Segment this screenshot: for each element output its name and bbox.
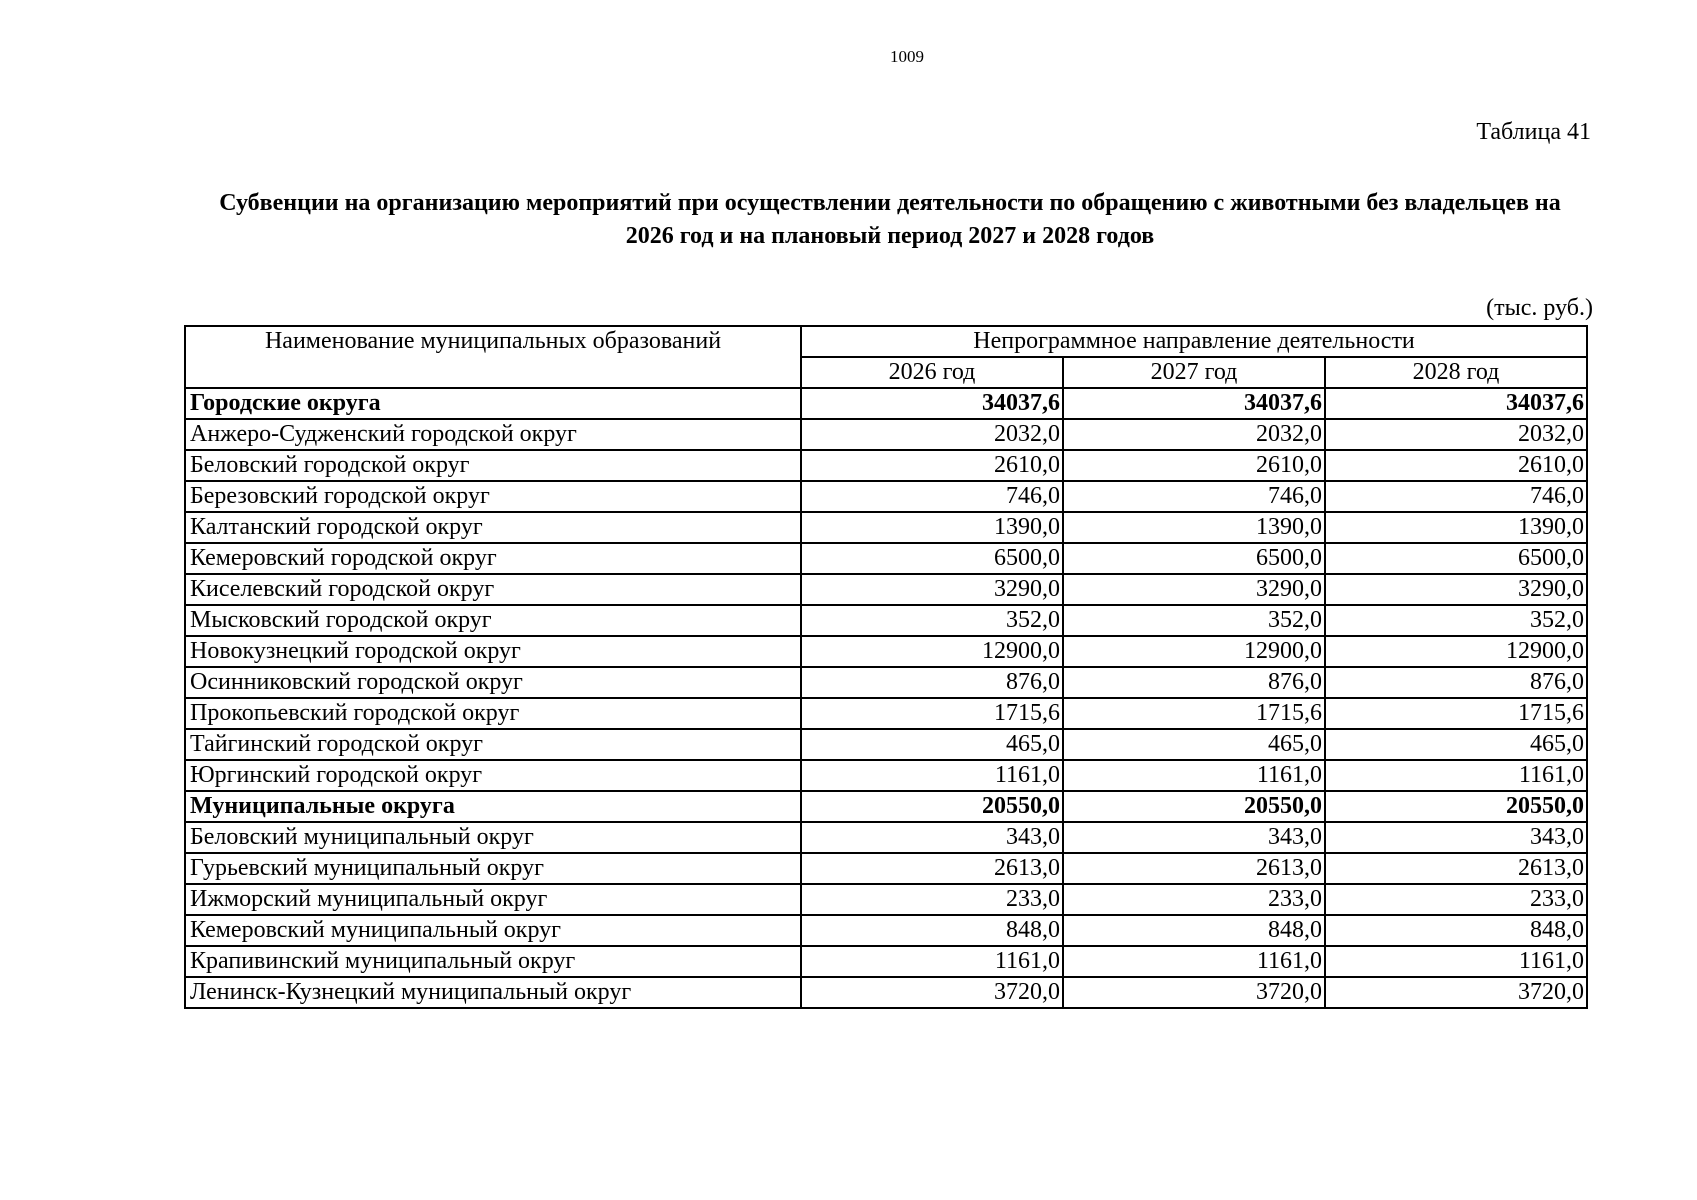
amount-cell: 3720,0 [1063, 977, 1325, 1008]
amount-cell: 12900,0 [801, 636, 1063, 667]
municipality-name: Юргинский городской округ [185, 760, 801, 791]
table-group-row [185, 791, 1587, 822]
amount-cell: 6500,0 [1325, 543, 1587, 574]
amount-cell: 233,0 [1325, 884, 1587, 915]
table-row [185, 760, 1587, 791]
table-row [185, 915, 1587, 946]
table-row [185, 419, 1587, 450]
municipality-name: Анжеро-Судженский городской округ [185, 419, 801, 450]
municipality-name: Калтанский городской округ [185, 512, 801, 543]
amount-cell: 876,0 [1063, 667, 1325, 698]
municipality-name: Кемеровский городской округ [185, 543, 801, 574]
table-row [185, 543, 1587, 574]
amount-cell: 352,0 [801, 605, 1063, 636]
municipality-name: Крапивинский муниципальный округ [185, 946, 801, 977]
table-row [185, 822, 1587, 853]
amount-cell: 1161,0 [801, 946, 1063, 977]
amount-cell: 1390,0 [1325, 512, 1587, 543]
amount-cell: 3290,0 [801, 574, 1063, 605]
amount-cell: 6500,0 [1063, 543, 1325, 574]
table-row [185, 729, 1587, 760]
amount-cell: 746,0 [801, 481, 1063, 512]
amount-cell: 1390,0 [1063, 512, 1325, 543]
amount-cell: 34037,6 [1063, 388, 1325, 419]
table-row [185, 512, 1587, 543]
amount-cell: 233,0 [1063, 884, 1325, 915]
amount-cell: 1161,0 [1063, 946, 1325, 977]
table-row [185, 853, 1587, 884]
municipality-name: Беловский муниципальный округ [185, 822, 801, 853]
amount-cell: 465,0 [1325, 729, 1587, 760]
municipality-name: Кемеровский муниципальный округ [185, 915, 801, 946]
amount-cell: 20550,0 [801, 791, 1063, 822]
amount-cell: 2032,0 [1325, 419, 1587, 450]
municipality-name: Осинниковский городской округ [185, 667, 801, 698]
amount-cell: 6500,0 [801, 543, 1063, 574]
table-row [185, 450, 1587, 481]
amount-cell: 3720,0 [1325, 977, 1587, 1008]
table-label: Таблица 41 [1476, 119, 1591, 145]
col-header-year-2028: 2028 год [1325, 357, 1587, 388]
units-label: (тыс. руб.) [1486, 295, 1593, 321]
municipality-name: Березовский городской округ [185, 481, 801, 512]
table-row [185, 977, 1587, 1008]
amount-cell: 3290,0 [1063, 574, 1325, 605]
amount-cell: 20550,0 [1325, 791, 1587, 822]
municipality-name: Тайгинский городской округ [185, 729, 801, 760]
table-row [185, 946, 1587, 977]
municipality-name: Мысковский городской округ [185, 605, 801, 636]
amount-cell: 2032,0 [1063, 419, 1325, 450]
amount-cell: 2610,0 [1063, 450, 1325, 481]
amount-cell: 876,0 [801, 667, 1063, 698]
table-header [185, 326, 1587, 388]
amount-cell: 2610,0 [801, 450, 1063, 481]
amount-cell: 12900,0 [1063, 636, 1325, 667]
col-header-group: Непрограммное направление деятельности [801, 326, 1587, 357]
amount-cell: 34037,6 [1325, 388, 1587, 419]
amount-cell: 12900,0 [1325, 636, 1587, 667]
amount-cell: 848,0 [1063, 915, 1325, 946]
municipality-name: Гурьевский муниципальный округ [185, 853, 801, 884]
municipality-name: Ижморский муниципальный округ [185, 884, 801, 915]
table-row [185, 574, 1587, 605]
amount-cell: 1715,6 [801, 698, 1063, 729]
table-row [185, 636, 1587, 667]
amount-cell: 465,0 [801, 729, 1063, 760]
amount-cell: 343,0 [1063, 822, 1325, 853]
municipality-name: Киселевский городской округ [185, 574, 801, 605]
amount-cell: 1161,0 [1063, 760, 1325, 791]
amount-cell: 2613,0 [1325, 853, 1587, 884]
amount-cell: 2613,0 [801, 853, 1063, 884]
municipality-name: Ленинск-Кузнецкий муниципальный округ [185, 977, 801, 1008]
amount-cell: 1161,0 [1325, 946, 1587, 977]
amount-cell: 352,0 [1325, 605, 1587, 636]
municipality-name: Прокопьевский городской округ [185, 698, 801, 729]
table-group-row [185, 388, 1587, 419]
municipality-name: Городские округа [185, 388, 801, 419]
amount-cell: 746,0 [1325, 481, 1587, 512]
amount-cell: 465,0 [1063, 729, 1325, 760]
table-row [185, 605, 1587, 636]
amount-cell: 2613,0 [1063, 853, 1325, 884]
amount-cell: 2610,0 [1325, 450, 1587, 481]
amount-cell: 233,0 [801, 884, 1063, 915]
amount-cell: 34037,6 [801, 388, 1063, 419]
amount-cell: 1390,0 [801, 512, 1063, 543]
amount-cell: 1161,0 [801, 760, 1063, 791]
subvention-table [184, 325, 1588, 1009]
municipality-name: Муниципальные округа [185, 791, 801, 822]
amount-cell: 876,0 [1325, 667, 1587, 698]
amount-cell: 343,0 [1325, 822, 1587, 853]
amount-cell: 848,0 [801, 915, 1063, 946]
amount-cell: 746,0 [1063, 481, 1325, 512]
amount-cell: 3720,0 [801, 977, 1063, 1008]
amount-cell: 2032,0 [801, 419, 1063, 450]
col-header-name: Наименование муниципальных образований [185, 326, 801, 388]
municipality-name: Беловский городской округ [185, 450, 801, 481]
col-header-year-2027: 2027 год [1063, 357, 1325, 388]
table-row [185, 698, 1587, 729]
amount-cell: 3290,0 [1325, 574, 1587, 605]
col-header-year-2026: 2026 год [801, 357, 1063, 388]
amount-cell: 848,0 [1325, 915, 1587, 946]
table-row [185, 667, 1587, 698]
table-body [185, 388, 1587, 1008]
municipality-name: Новокузнецкий городской округ [185, 636, 801, 667]
table-row [185, 884, 1587, 915]
amount-cell: 352,0 [1063, 605, 1325, 636]
amount-cell: 1161,0 [1325, 760, 1587, 791]
document-title: Субвенции на организацию мероприятий при осуществлении деятельности по обращению с животными без владельцев на 2026 год и на плановый период 2027 и 2028 годов [219, 190, 1561, 249]
page-number: 1009 [890, 47, 924, 66]
amount-cell: 1715,6 [1325, 698, 1587, 729]
amount-cell: 343,0 [801, 822, 1063, 853]
amount-cell: 1715,6 [1063, 698, 1325, 729]
table-row [185, 481, 1587, 512]
amount-cell: 20550,0 [1063, 791, 1325, 822]
